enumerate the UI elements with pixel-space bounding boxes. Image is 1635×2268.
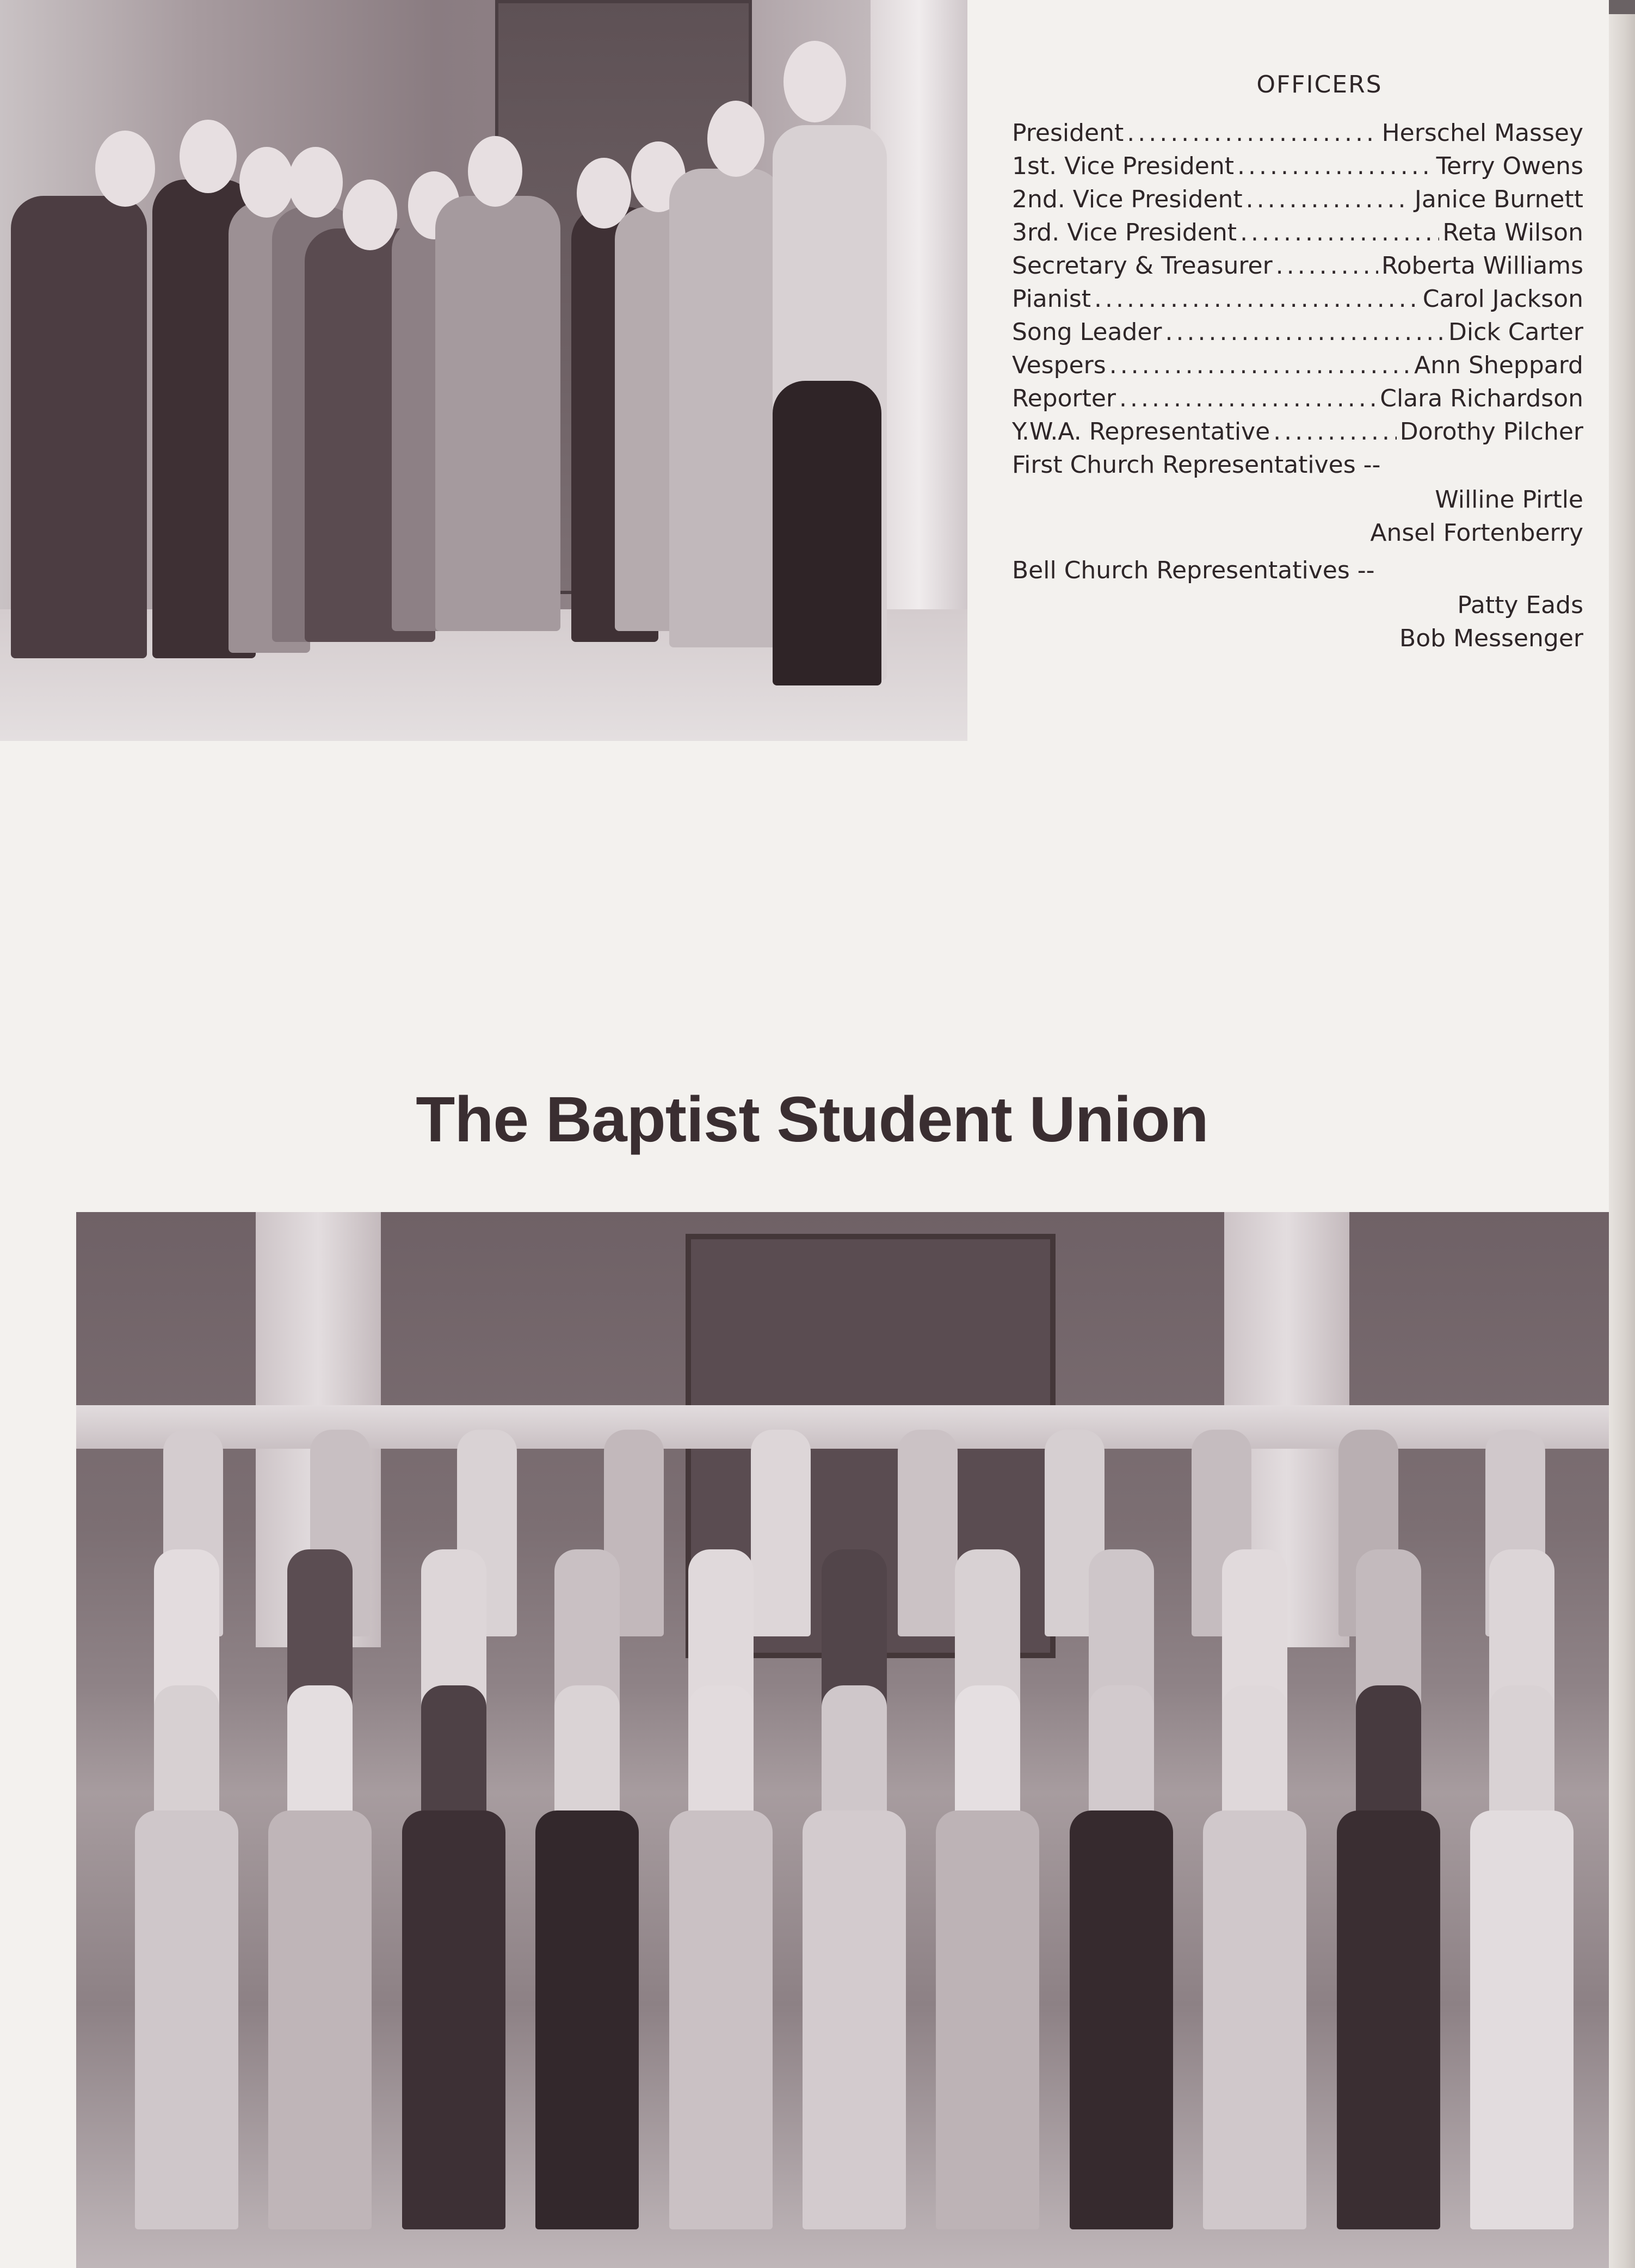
bell-church-rep: Patty Eads xyxy=(1457,591,1583,619)
officer-figure xyxy=(435,196,560,631)
person xyxy=(535,1810,639,2229)
officer-row xyxy=(1012,186,1583,219)
leader-dots xyxy=(1127,119,1378,147)
office-holder: Terry Owens xyxy=(1436,152,1583,180)
office-title: Song Leader xyxy=(1012,318,1162,346)
officer-figure xyxy=(773,381,881,685)
leader-dots xyxy=(1119,385,1377,412)
page-corner xyxy=(1609,0,1635,14)
office-holder: Dorothy Pilcher xyxy=(1399,418,1583,446)
officer-head xyxy=(288,147,343,218)
office-holder: Dick Carter xyxy=(1448,318,1583,346)
first-church-rep: Willine Pirtle xyxy=(1435,486,1583,514)
bell-church-heading: Bell Church Representatives -- xyxy=(1012,557,1375,584)
person xyxy=(936,1810,1039,2229)
office-holder: Reta Wilson xyxy=(1442,219,1583,246)
first-church-rep: Ansel Fortenberry xyxy=(1370,519,1583,547)
person xyxy=(803,1810,906,2229)
officer-row xyxy=(1012,318,1583,351)
officer-head xyxy=(468,136,522,207)
office-title: Vespers xyxy=(1012,351,1106,379)
officer-head xyxy=(239,147,294,218)
office-title: 2nd. Vice President xyxy=(1012,186,1243,213)
officer-row xyxy=(1012,285,1583,318)
officers-list xyxy=(1012,71,1583,658)
page-edge xyxy=(1609,0,1635,2268)
crowd-row xyxy=(120,1810,1589,2229)
leader-dots xyxy=(1246,186,1411,213)
office-title: 1st. Vice President xyxy=(1012,152,1234,180)
officer-row xyxy=(1012,152,1583,186)
office-holder: Janice Burnett xyxy=(1414,186,1583,213)
officer-row xyxy=(1012,219,1583,252)
leader-dots xyxy=(1237,152,1433,180)
person xyxy=(1203,1810,1306,2229)
leader-dots xyxy=(1094,285,1420,313)
office-title: Reporter xyxy=(1012,385,1116,412)
leader-dots xyxy=(1273,418,1397,446)
office-holder: Carol Jackson xyxy=(1422,285,1583,313)
officer-head xyxy=(95,131,155,207)
person xyxy=(135,1810,238,2229)
officer-row xyxy=(1012,351,1583,385)
office-holder: Roberta Williams xyxy=(1381,252,1583,280)
officers-heading: OFFICERS xyxy=(1256,71,1383,98)
leader-dots xyxy=(1276,252,1378,280)
office-title: Secretary & Treasurer xyxy=(1012,252,1273,280)
person xyxy=(1337,1810,1440,2229)
leader-dots xyxy=(1109,351,1411,379)
officer-row xyxy=(1012,418,1583,451)
group-photo xyxy=(76,1212,1635,2268)
person xyxy=(1070,1810,1173,2229)
first-church-heading: First Church Representatives -- xyxy=(1012,451,1381,479)
office-title: 3rd. Vice President xyxy=(1012,219,1237,246)
person xyxy=(402,1810,505,2229)
office-title: Pianist xyxy=(1012,285,1091,313)
office-holder: Clara Richardson xyxy=(1380,385,1583,412)
leader-dots xyxy=(1165,318,1446,346)
officer-head xyxy=(343,180,397,250)
officers-group-photo xyxy=(0,0,967,741)
officer-row xyxy=(1012,252,1583,285)
officer-row xyxy=(1012,385,1583,418)
officer-figure xyxy=(669,169,783,647)
person xyxy=(268,1810,372,2229)
person xyxy=(1470,1810,1574,2229)
office-holder: Ann Sheppard xyxy=(1414,351,1583,379)
officer-head xyxy=(180,120,237,193)
officer-head xyxy=(783,41,846,122)
person xyxy=(669,1810,773,2229)
bell-church-rep: Bob Messenger xyxy=(1399,625,1583,652)
office-title: President xyxy=(1012,119,1124,147)
leader-dots xyxy=(1240,219,1439,246)
officer-row xyxy=(1012,119,1583,152)
officer-figure xyxy=(11,196,147,658)
office-title: Y.W.A. Representative xyxy=(1012,418,1270,446)
office-holder: Herschel Massey xyxy=(1381,119,1583,147)
page-title: The Baptist Student Union xyxy=(416,1084,1208,1155)
officer-head xyxy=(707,101,764,177)
